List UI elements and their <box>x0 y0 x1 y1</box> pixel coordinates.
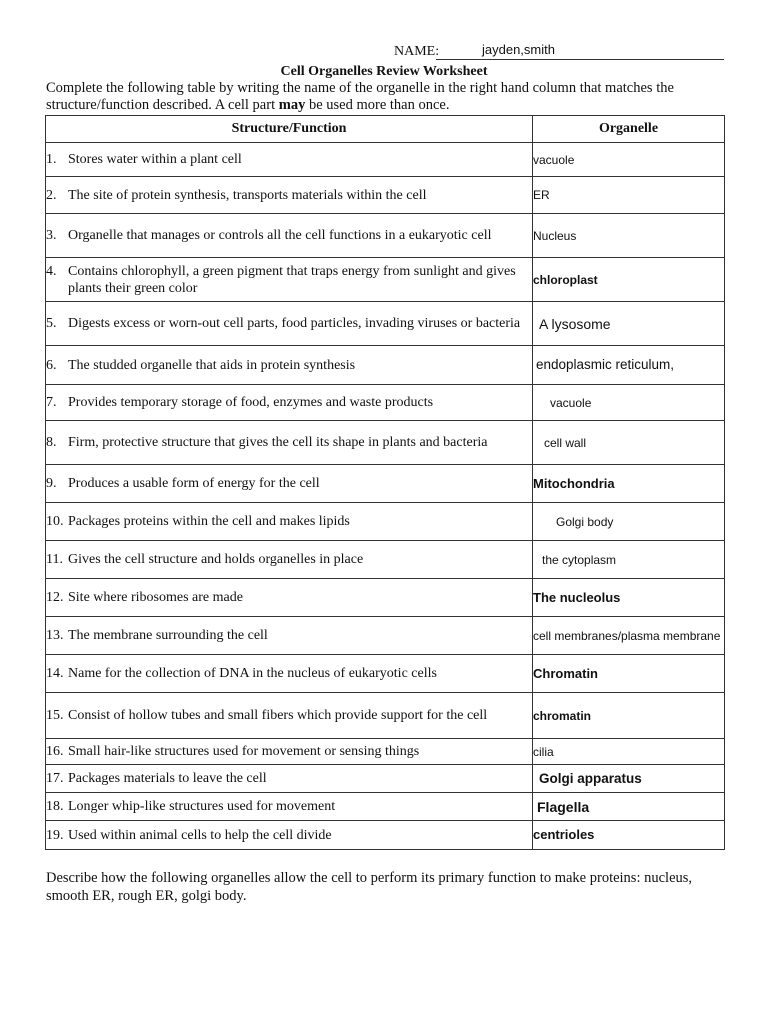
table-header-row <box>46 116 725 143</box>
answer-cell[interactable]: Chromatin <box>533 655 725 693</box>
question-cell <box>46 421 533 465</box>
question-text: The site of protein synthesis, transports materials within the cell <box>68 187 427 203</box>
answer-cell[interactable]: Nucleus <box>533 214 725 258</box>
table-row <box>46 214 725 258</box>
question-number: 15. <box>46 708 64 723</box>
column-header-organelle: Organelle <box>533 116 725 143</box>
question-number: 7. <box>46 395 57 410</box>
question-cell <box>46 793 533 821</box>
answer-cell[interactable]: chromatin <box>533 693 725 739</box>
name-line <box>394 43 724 61</box>
question-number: 5. <box>46 316 57 331</box>
table-row <box>46 177 725 214</box>
instructions-text-end: be used more than once. <box>305 97 450 113</box>
answer-cell[interactable]: the cytoplasm <box>533 541 725 579</box>
table-row <box>46 541 725 579</box>
question-number: 6. <box>46 357 57 373</box>
answer-cell[interactable]: Golgi body <box>533 503 725 541</box>
question-cell <box>46 617 533 655</box>
question-text: Consist of hollow tubes and small fibers which provide support for the cell <box>68 708 488 723</box>
question-cell <box>46 693 533 739</box>
answer-cell[interactable]: Mitochondria <box>533 465 725 503</box>
answer-cell[interactable]: cell membranes/plasma membrane <box>533 617 725 655</box>
worksheet-title: Cell Organelles Review Worksheet <box>280 64 488 79</box>
question-text: Packages materials to leave the cell <box>68 771 267 786</box>
question-number: 18. <box>46 799 64 814</box>
question-number: 17. <box>46 771 64 786</box>
question-cell <box>46 302 533 346</box>
table-row <box>46 579 725 617</box>
question-text: Contains chlorophyll, a green pigment that traps energy from sunlight and gives plants their green color <box>68 263 516 296</box>
answer-cell[interactable]: ER <box>533 177 725 214</box>
question-number: 2. <box>46 187 57 203</box>
question-text: Provides temporary storage of food, enzymes and waste products <box>68 395 434 410</box>
question-number: 4. <box>46 263 57 279</box>
question-number: 13. <box>46 628 64 643</box>
question-number: 11. <box>46 552 63 567</box>
question-text: Firm, protective structure that gives the cell its shape in plants and bacteria <box>68 435 488 450</box>
question-text: Used within animal cells to help the cell divide <box>68 827 332 843</box>
question-cell <box>46 258 533 302</box>
question-text: Stores water within a plant cell <box>68 152 242 167</box>
question-cell <box>46 579 533 617</box>
question-cell <box>46 655 533 693</box>
column-header-structure: Structure/Function <box>46 116 533 143</box>
question-cell <box>46 385 533 421</box>
question-text: Packages proteins within the cell and makes lipids <box>68 514 350 529</box>
table-row <box>46 503 725 541</box>
question-cell <box>46 465 533 503</box>
table-row <box>46 739 725 765</box>
question-number: 9. <box>46 476 57 491</box>
table-row <box>46 821 725 850</box>
describe-prompt: Describe how the following organelles allow the cell to perform its primary function to make proteins: nucleus, smooth ER, rough ER, golgi body. <box>46 870 693 904</box>
table-row <box>46 693 725 739</box>
answer-cell[interactable]: A lysosome <box>533 302 725 346</box>
question-text: Longer whip-like structures used for movement <box>68 799 336 814</box>
question-cell <box>46 177 533 214</box>
table-row <box>46 258 725 302</box>
table-row <box>46 143 725 177</box>
answer-cell[interactable]: The nucleolus <box>533 579 725 617</box>
question-text: Gives the cell structure and holds organelles in place <box>68 552 364 567</box>
question-cell <box>46 214 533 258</box>
question-cell <box>46 821 533 850</box>
table-row <box>46 617 725 655</box>
question-text: Small hair-like structures used for movement or sensing things <box>68 744 420 759</box>
instructions <box>46 80 736 114</box>
question-cell <box>46 765 533 793</box>
table-row <box>46 793 725 821</box>
answer-cell[interactable]: Flagella <box>533 793 725 821</box>
question-cell <box>46 143 533 177</box>
name-underline <box>436 44 724 60</box>
question-text: Digests excess or worn-out cell parts, food particles, invading viruses or bacteria <box>68 316 521 331</box>
answer-cell[interactable]: cell wall <box>533 421 725 465</box>
instructions-text: Complete the following table by writing the name of the organelle in the right hand column that matches the structure/function described. A cell part <box>46 80 674 113</box>
table-row <box>46 385 725 421</box>
answer-cell[interactable]: vacuole <box>533 143 725 177</box>
organelle-table <box>45 115 725 850</box>
question-text: The studded organelle that aids in protein synthesis <box>68 357 356 373</box>
name-label: NAME: <box>394 44 440 59</box>
question-cell <box>46 739 533 765</box>
question-cell <box>46 541 533 579</box>
question-text: Produces a usable form of energy for the cell <box>68 476 320 491</box>
question-cell <box>46 503 533 541</box>
question-number: 16. <box>46 744 64 759</box>
answer-cell[interactable]: endoplasmic reticulum, <box>533 346 725 385</box>
table-row <box>46 765 725 793</box>
answer-cell[interactable]: cilia <box>533 739 725 765</box>
table-row <box>46 421 725 465</box>
question-number: 10. <box>46 514 64 529</box>
question-text: Site where ribosomes are made <box>68 590 243 605</box>
question-number: 12. <box>46 590 64 605</box>
question-number: 3. <box>46 228 57 243</box>
table-row <box>46 655 725 693</box>
answer-cell[interactable]: vacuole <box>533 385 725 421</box>
table-row <box>46 302 725 346</box>
answer-cell[interactable]: chloroplast <box>533 258 725 302</box>
question-text: The membrane surrounding the cell <box>68 628 268 643</box>
question-number: 19. <box>46 827 64 843</box>
answer-cell[interactable]: centrioles <box>533 821 725 850</box>
answer-cell[interactable]: Golgi apparatus <box>533 765 725 793</box>
question-text: Name for the collection of DNA in the nucleus of eukaryotic cells <box>68 666 437 681</box>
question-text: Organelle that manages or controls all the cell functions in a eukaryotic cell <box>68 228 492 243</box>
name-value[interactable]: jayden,smith <box>482 42 555 57</box>
table-row <box>46 465 725 503</box>
question-number: 1. <box>46 152 57 167</box>
question-number: 14. <box>46 666 64 681</box>
question-cell <box>46 346 533 385</box>
instructions-emphasis: may <box>278 97 306 113</box>
question-number: 8. <box>46 435 57 450</box>
table-row <box>46 346 725 385</box>
